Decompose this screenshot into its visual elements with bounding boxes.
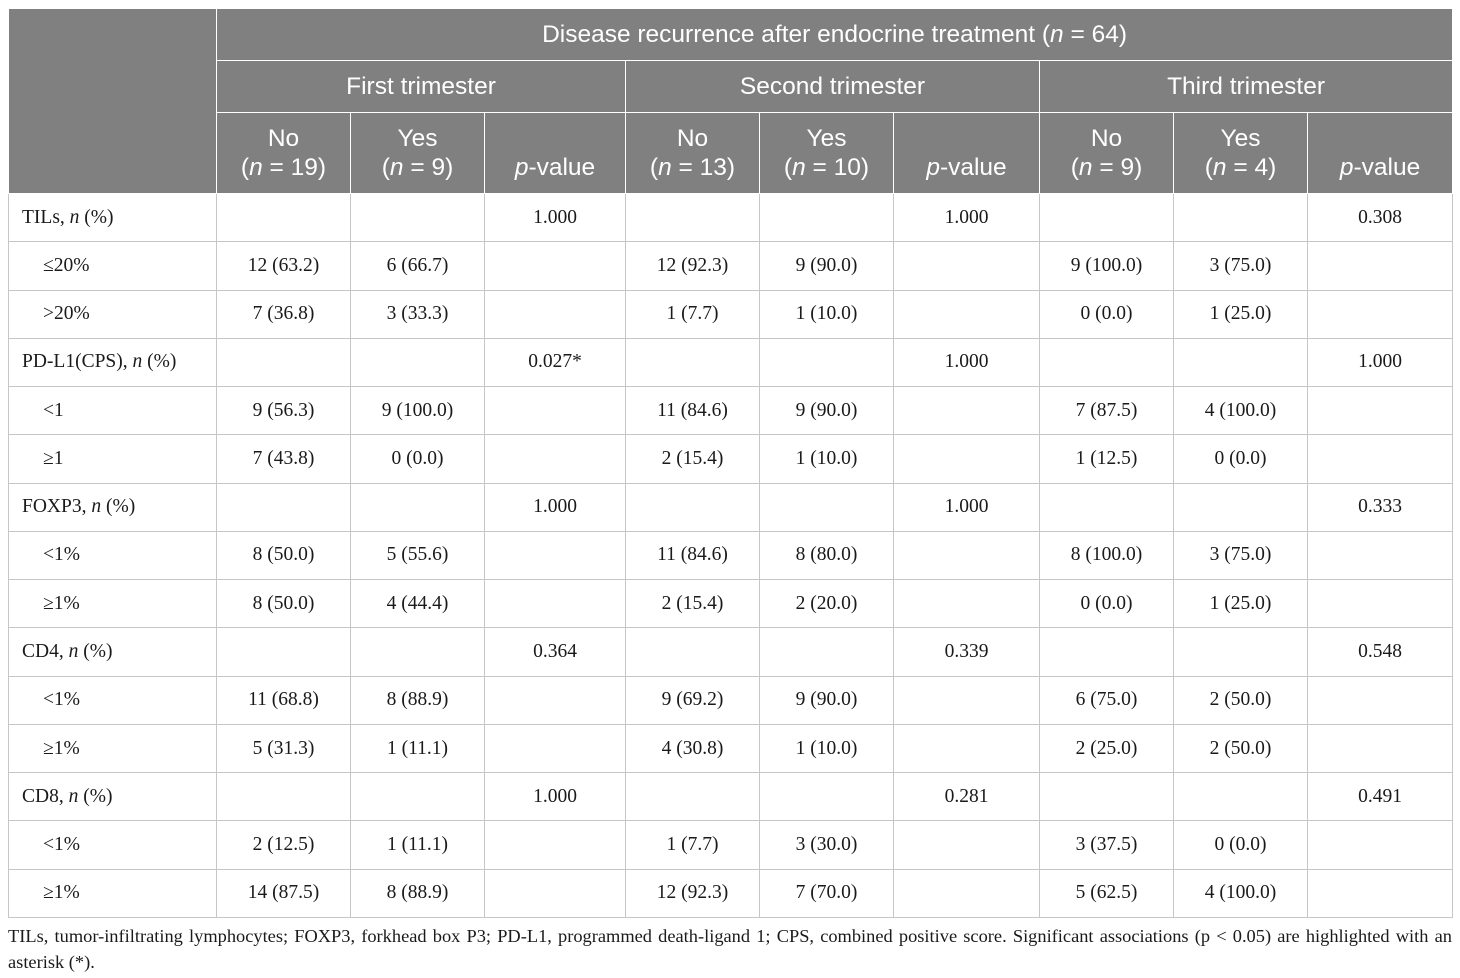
count-cell-no: 9 (100.0) <box>1040 242 1174 290</box>
row-label-text: (%) <box>142 351 177 373</box>
count-cell-no: 2 (15.4) <box>626 435 760 483</box>
table-row-variable <box>9 628 1453 676</box>
column-header-italic-symbol: p <box>514 154 529 181</box>
row-label-text: (%) <box>78 641 113 663</box>
count-cell-yes: 1 (25.0) <box>1174 580 1308 628</box>
column-header-text: ( <box>381 154 390 181</box>
p-value-cell: 1.000 <box>485 483 626 531</box>
table-row-category <box>9 724 1453 772</box>
table-row-category <box>9 290 1453 338</box>
empty-cell <box>485 435 626 483</box>
count-cell-no: 1 (7.7) <box>626 821 760 869</box>
empty-cell <box>485 676 626 724</box>
empty-cell <box>485 580 626 628</box>
p-value-cell: 0.339 <box>894 628 1040 676</box>
count-cell-no: 9 (56.3) <box>217 387 351 435</box>
category-label: <1 <box>9 387 217 435</box>
category-label: ≥1% <box>9 869 217 917</box>
count-cell-no: 8 (100.0) <box>1040 531 1174 579</box>
empty-cell <box>760 194 894 242</box>
row-label <box>9 338 217 386</box>
column-header-sample-size <box>626 153 759 182</box>
empty-cell <box>485 387 626 435</box>
corner-cell <box>9 9 217 194</box>
table-row-category <box>9 580 1453 628</box>
count-cell-yes: 4 (44.4) <box>351 580 485 628</box>
count-cell-yes: 3 (75.0) <box>1174 531 1308 579</box>
category-label: ≤20% <box>9 242 217 290</box>
count-cell-no: 9 (69.2) <box>626 676 760 724</box>
group-header-third-trimester: Third trimester <box>1040 61 1453 113</box>
count-cell-yes: 8 (80.0) <box>760 531 894 579</box>
column-header-text: = 4) <box>1226 154 1277 181</box>
group-header-first-trimester: First trimester <box>217 61 626 113</box>
empty-cell <box>1308 387 1453 435</box>
empty-cell <box>894 531 1040 579</box>
column-header-label: No <box>267 125 300 152</box>
empty-cell <box>217 773 351 821</box>
count-cell-no: 14 (87.5) <box>217 869 351 917</box>
empty-cell <box>1308 531 1453 579</box>
row-label-italic-symbol: n <box>68 785 79 807</box>
row-label-text: (%) <box>101 496 136 518</box>
empty-cell <box>894 821 1040 869</box>
table-row-category <box>9 435 1453 483</box>
empty-cell <box>1308 676 1453 724</box>
count-cell-no: 8 (50.0) <box>217 580 351 628</box>
p-value-cell: 0.281 <box>894 773 1040 821</box>
count-cell-yes: 1 (10.0) <box>760 290 894 338</box>
category-label: >20% <box>9 290 217 338</box>
count-cell-yes: 1 (10.0) <box>760 724 894 772</box>
count-cell-yes: 4 (100.0) <box>1174 387 1308 435</box>
empty-cell <box>1174 338 1308 386</box>
empty-cell <box>894 242 1040 290</box>
empty-cell <box>351 628 485 676</box>
p-value-cell: 0.027* <box>485 338 626 386</box>
count-cell-no: 12 (92.3) <box>626 869 760 917</box>
empty-cell <box>1308 435 1453 483</box>
empty-cell <box>626 773 760 821</box>
empty-cell <box>894 676 1040 724</box>
column-header-italic-symbol: n <box>249 154 263 181</box>
row-label-text: FOXP3, <box>22 496 92 518</box>
count-cell-yes: 9 (90.0) <box>760 387 894 435</box>
empty-cell <box>1308 724 1453 772</box>
count-cell-yes: 9 (90.0) <box>760 676 894 724</box>
column-header-text: = 13) <box>671 154 736 181</box>
count-cell-yes: 1 (11.1) <box>351 724 485 772</box>
empty-cell <box>485 869 626 917</box>
count-cell-no: 0 (0.0) <box>1040 290 1174 338</box>
row-label-italic-symbol: n <box>91 496 102 518</box>
count-cell-yes: 3 (30.0) <box>760 821 894 869</box>
empty-cell <box>351 483 485 531</box>
empty-cell <box>760 483 894 531</box>
count-cell-no: 7 (43.8) <box>217 435 351 483</box>
empty-cell <box>217 194 351 242</box>
column-header-yes <box>1174 113 1308 194</box>
empty-cell <box>760 338 894 386</box>
count-cell-yes: 8 (88.9) <box>351 676 485 724</box>
column-header-yes <box>760 113 894 194</box>
column-header-label: No <box>1090 125 1123 152</box>
column-header-text: = 19) <box>262 154 327 181</box>
table-header <box>9 9 1453 194</box>
table-title <box>217 9 1453 61</box>
row-label-italic-symbol: n <box>132 351 143 373</box>
column-header-p-value <box>485 113 626 194</box>
count-cell-yes: 3 (33.3) <box>351 290 485 338</box>
empty-cell <box>351 773 485 821</box>
category-label: <1% <box>9 676 217 724</box>
empty-cell <box>351 338 485 386</box>
title-row <box>9 9 1453 61</box>
column-header-label: Yes <box>1220 125 1261 152</box>
empty-cell <box>626 483 760 531</box>
column-header-sample-size <box>1040 153 1173 182</box>
count-cell-no: 12 (63.2) <box>217 242 351 290</box>
row-label-text: CD8, <box>22 785 69 807</box>
table-row-variable <box>9 483 1453 531</box>
column-header-p-value <box>894 113 1040 194</box>
table-row-category <box>9 242 1453 290</box>
results-table <box>8 8 1453 918</box>
count-cell-yes: 2 (50.0) <box>1174 676 1308 724</box>
count-cell-yes: 7 (70.0) <box>760 869 894 917</box>
empty-cell <box>1308 580 1453 628</box>
count-cell-yes: 0 (0.0) <box>351 435 485 483</box>
table-row-category <box>9 869 1453 917</box>
empty-cell <box>1308 869 1453 917</box>
count-cell-no: 11 (84.6) <box>626 387 760 435</box>
row-label <box>9 773 217 821</box>
column-header-text: -value <box>939 154 1007 181</box>
category-label: <1% <box>9 821 217 869</box>
table-title-text: Disease recurrence after endocrine treatment ( <box>542 21 1051 48</box>
count-cell-no: 11 (68.8) <box>217 676 351 724</box>
table-row-category <box>9 676 1453 724</box>
empty-cell <box>1308 242 1453 290</box>
empty-cell <box>351 194 485 242</box>
count-cell-no: 1 (12.5) <box>1040 435 1174 483</box>
count-cell-yes: 2 (50.0) <box>1174 724 1308 772</box>
column-header-text: = 9) <box>1092 154 1143 181</box>
empty-cell <box>485 724 626 772</box>
column-header-sample-size <box>1174 153 1307 182</box>
empty-cell <box>894 290 1040 338</box>
column-header-text: = 9) <box>403 154 454 181</box>
column-header-text: ( <box>649 154 659 181</box>
count-cell-no: 2 (12.5) <box>217 821 351 869</box>
column-header-text: ( <box>1070 154 1079 181</box>
empty-cell <box>217 338 351 386</box>
count-cell-no: 7 (87.5) <box>1040 387 1174 435</box>
p-value-cell: 1.000 <box>485 773 626 821</box>
column-header-sample-size <box>217 153 350 182</box>
p-value-cell: 1.000 <box>894 338 1040 386</box>
empty-cell <box>894 387 1040 435</box>
table-row-category <box>9 387 1453 435</box>
empty-cell <box>1040 194 1174 242</box>
column-header-label: Yes <box>397 125 438 152</box>
p-value-cell: 1.000 <box>894 483 1040 531</box>
group-header-second-trimester: Second trimester <box>626 61 1040 113</box>
column-header-sample-size <box>760 153 893 182</box>
column-header-text: ( <box>783 154 793 181</box>
count-cell-yes: 9 (90.0) <box>760 242 894 290</box>
p-value-cell: 1.000 <box>894 194 1040 242</box>
count-cell-no: 5 (31.3) <box>217 724 351 772</box>
count-cell-yes: 9 (100.0) <box>351 387 485 435</box>
empty-cell <box>1174 483 1308 531</box>
table-figure <box>8 8 1452 975</box>
empty-cell <box>1174 194 1308 242</box>
p-value-cell: 0.491 <box>1308 773 1453 821</box>
count-cell-no: 2 (15.4) <box>626 580 760 628</box>
column-header-text: -value <box>1353 154 1421 181</box>
column-header-label <box>485 153 625 182</box>
column-header-no <box>626 113 760 194</box>
count-cell-yes: 2 (20.0) <box>760 580 894 628</box>
count-cell-no: 8 (50.0) <box>217 531 351 579</box>
column-header-text: -value <box>528 154 596 181</box>
count-cell-yes: 6 (66.7) <box>351 242 485 290</box>
empty-cell <box>217 628 351 676</box>
column-header-italic-symbol: n <box>1212 154 1227 181</box>
count-cell-no: 2 (25.0) <box>1040 724 1174 772</box>
category-label: ≥1% <box>9 724 217 772</box>
column-header-sample-size <box>351 153 484 182</box>
count-cell-no: 1 (7.7) <box>626 290 760 338</box>
table-title-italic-symbol: n <box>1050 21 1064 48</box>
column-header-text: ( <box>240 154 250 181</box>
row-label <box>9 194 217 242</box>
row-label-text: (%) <box>78 785 113 807</box>
p-value-cell: 0.333 <box>1308 483 1453 531</box>
table-footnote: TILs, tumor-infiltrating lymphocytes; FOXP3, forkhead box P3; PD-L1, programmed death-ligand 1; CPS, combined positive score. Significant associations (p < 0.05) are highlighted with an asterisk (*). <box>8 925 1452 972</box>
table-row-variable <box>9 773 1453 821</box>
count-cell-yes: 5 (55.6) <box>351 531 485 579</box>
count-cell-no: 5 (62.5) <box>1040 869 1174 917</box>
row-label-text: CD4, <box>22 641 69 663</box>
count-cell-yes: 8 (88.9) <box>351 869 485 917</box>
empty-cell <box>485 242 626 290</box>
column-header-label: Yes <box>806 125 847 152</box>
category-label: <1% <box>9 531 217 579</box>
empty-cell <box>1040 338 1174 386</box>
column-header-text: = 10) <box>805 154 870 181</box>
empty-cell <box>626 194 760 242</box>
empty-cell <box>1040 773 1174 821</box>
column-header-p-value <box>1308 113 1453 194</box>
count-cell-no: 11 (84.6) <box>626 531 760 579</box>
column-header-row <box>9 113 1453 194</box>
count-cell-no: 4 (30.8) <box>626 724 760 772</box>
count-cell-yes: 1 (10.0) <box>760 435 894 483</box>
row-label <box>9 628 217 676</box>
empty-cell <box>894 580 1040 628</box>
p-value-cell: 0.308 <box>1308 194 1453 242</box>
count-cell-yes: 4 (100.0) <box>1174 869 1308 917</box>
column-header-italic-symbol: p <box>926 154 940 181</box>
column-header-italic-symbol: n <box>389 154 404 181</box>
count-cell-no: 0 (0.0) <box>1040 580 1174 628</box>
count-cell-no: 12 (92.3) <box>626 242 760 290</box>
table-title-text: = 64) <box>1063 21 1127 48</box>
column-header-italic-symbol: n <box>792 154 806 181</box>
column-header-label <box>1308 153 1452 182</box>
empty-cell <box>1174 628 1308 676</box>
table-row-category <box>9 821 1453 869</box>
empty-cell <box>760 773 894 821</box>
column-header-italic-symbol: n <box>658 154 672 181</box>
table-body <box>9 194 1453 918</box>
row-label-italic-symbol: n <box>69 206 80 228</box>
empty-cell <box>1040 628 1174 676</box>
column-header-no <box>217 113 351 194</box>
count-cell-no: 3 (37.5) <box>1040 821 1174 869</box>
column-header-text: ( <box>1204 154 1213 181</box>
empty-cell <box>485 531 626 579</box>
column-header-no <box>1040 113 1174 194</box>
row-label-text: TILs, <box>22 206 70 228</box>
column-header-label <box>894 153 1039 182</box>
row-label-italic-symbol: n <box>68 641 79 663</box>
count-cell-yes: 1 (11.1) <box>351 821 485 869</box>
empty-cell <box>1040 483 1174 531</box>
column-header-yes <box>351 113 485 194</box>
empty-cell <box>626 338 760 386</box>
count-cell-no: 6 (75.0) <box>1040 676 1174 724</box>
category-label: ≥1 <box>9 435 217 483</box>
empty-cell <box>894 435 1040 483</box>
column-header-italic-symbol: n <box>1078 154 1093 181</box>
empty-cell <box>626 628 760 676</box>
table-row-variable <box>9 338 1453 386</box>
p-value-cell: 1.000 <box>485 194 626 242</box>
count-cell-yes: 0 (0.0) <box>1174 821 1308 869</box>
row-label-text: PD-L1(CPS), <box>22 351 133 373</box>
column-header-label: No <box>676 125 709 152</box>
count-cell-yes: 0 (0.0) <box>1174 435 1308 483</box>
empty-cell <box>760 628 894 676</box>
group-header-row <box>9 61 1453 113</box>
empty-cell <box>1308 290 1453 338</box>
empty-cell <box>485 821 626 869</box>
row-label <box>9 483 217 531</box>
empty-cell <box>485 290 626 338</box>
column-header-italic-symbol: p <box>1339 154 1354 181</box>
p-value-cell: 1.000 <box>1308 338 1453 386</box>
count-cell-yes: 1 (25.0) <box>1174 290 1308 338</box>
table-row-category <box>9 531 1453 579</box>
p-value-cell: 0.548 <box>1308 628 1453 676</box>
count-cell-yes: 3 (75.0) <box>1174 242 1308 290</box>
row-label-text: (%) <box>79 206 114 228</box>
empty-cell <box>217 483 351 531</box>
empty-cell <box>1174 773 1308 821</box>
empty-cell <box>1308 821 1453 869</box>
p-value-cell: 0.364 <box>485 628 626 676</box>
empty-cell <box>894 869 1040 917</box>
category-label: ≥1% <box>9 580 217 628</box>
empty-cell <box>894 724 1040 772</box>
count-cell-no: 7 (36.8) <box>217 290 351 338</box>
table-row-variable <box>9 194 1453 242</box>
